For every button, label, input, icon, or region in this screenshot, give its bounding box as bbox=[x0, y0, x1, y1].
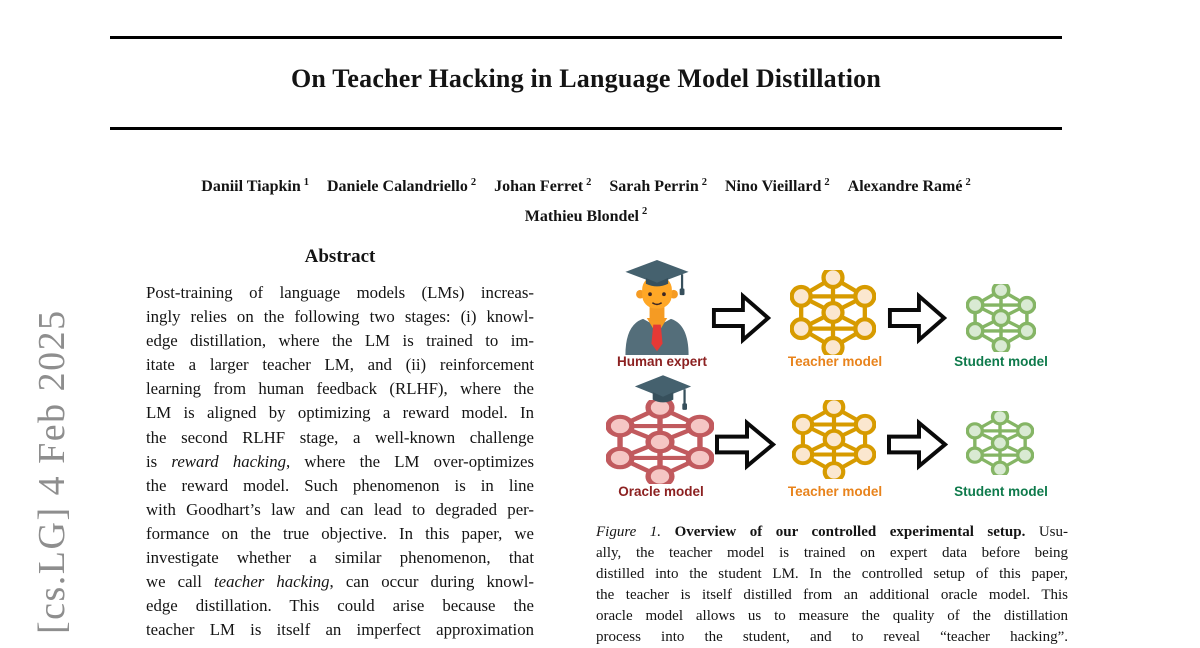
author-affiliation: 2 bbox=[641, 206, 648, 218]
student-model-label: Student model bbox=[954, 484, 1048, 499]
abstract-line: edge distillation, where the LM is trained to im- bbox=[146, 331, 534, 351]
author-affiliation: 1 bbox=[303, 177, 309, 188]
title-bottom-rule bbox=[110, 127, 1062, 130]
abstract-line: itate a larger teacher LM, and (ii) reinforcement bbox=[146, 355, 534, 375]
distillation-arrow-icon bbox=[887, 289, 947, 347]
author-name: Sarah Perrin $^2$ bbox=[609, 177, 707, 196]
author-affiliation: 2 bbox=[586, 177, 592, 188]
author-name: Alexandre Ramé $^2$ bbox=[847, 177, 971, 196]
distillation-arrow-icon bbox=[711, 289, 771, 347]
abstract-text bbox=[146, 283, 534, 644]
abstract-line: investigate whether a similar phenomenon, that bbox=[146, 548, 534, 568]
author-name: Mathieu Blondel $^2$ bbox=[524, 206, 648, 225]
author-name: Johan Ferret $^2$ bbox=[494, 177, 592, 196]
author-row bbox=[80, 199, 1092, 228]
authors-block bbox=[80, 170, 1092, 229]
abstract-line: Post-training of language models (LMs) increas- bbox=[146, 283, 534, 302]
figure-1-caption bbox=[596, 524, 1068, 648]
author-name: Daniele Calandriello $^2$ bbox=[326, 177, 477, 196]
caption-line: oracle model allows us to measure the quality of the distillation bbox=[596, 608, 1068, 624]
abstract-line: is reward hacking, where the LM over-optimizes bbox=[146, 451, 534, 471]
abstract-line: with Goodhart’s law and can lead to degraded per- bbox=[146, 499, 534, 519]
caption-line: Figure 1. Overview of our controlled experimental setup. Usu- bbox=[596, 524, 1069, 540]
caption-line: distilled into the student LM. In the controlled setup of this paper, bbox=[596, 566, 1068, 582]
distillation-arrow-icon bbox=[714, 416, 776, 473]
author-row bbox=[80, 170, 1092, 199]
abstract-line: ingly relies on the following two stages: (i) knowl- bbox=[146, 307, 534, 327]
teacher-model-icon bbox=[792, 400, 876, 479]
source-model-label: Oracle model bbox=[618, 484, 704, 499]
abstract-line: LM is aligned by optimizing a reward model. In bbox=[146, 403, 534, 423]
top-rule bbox=[110, 36, 1062, 39]
abstract-line: teacher LM is itself an imperfect approximation bbox=[146, 620, 534, 640]
teacher-model-label: Teacher model bbox=[787, 484, 883, 499]
student-model-label: Student model bbox=[954, 354, 1048, 369]
student-model-icon bbox=[966, 284, 1036, 352]
abstract-line: we call teacher hacking, can occur during knowl- bbox=[146, 572, 535, 592]
teacher-model-label: Teacher model bbox=[787, 354, 883, 369]
author-affiliation: 2 bbox=[470, 177, 477, 188]
abstract-line: the second RLHF stage, a well-known challenge bbox=[146, 427, 534, 447]
teacher-model-icon bbox=[790, 270, 876, 355]
distillation-arrow-icon bbox=[886, 416, 948, 473]
caption-line: ally, the teacher model is trained on expert data before being bbox=[596, 545, 1068, 561]
arxiv-watermark-text: [cs.LG] 4 Feb 2025 bbox=[31, 309, 73, 634]
student-model-icon bbox=[966, 411, 1034, 475]
source-model-label: Human expert bbox=[616, 354, 708, 369]
abstract-heading: Abstract bbox=[304, 246, 376, 267]
figure-1-panel bbox=[590, 258, 1068, 508]
author-affiliation: 2 bbox=[824, 177, 830, 188]
caption-line: the teacher is itself distilled from an additional oracle model. This bbox=[596, 587, 1068, 603]
author-affiliation: 2 bbox=[701, 177, 707, 188]
oracle-model-icon bbox=[606, 374, 714, 484]
abstract-line: edge distillation. This could arise because the bbox=[146, 596, 534, 616]
author-affiliation: 2 bbox=[965, 177, 971, 188]
paper-title: On Teacher Hacking in Language Model Distillation bbox=[290, 64, 882, 93]
abstract-line: learning from human feedback (RLHF), where the bbox=[146, 379, 534, 399]
abstract-line: the reward model. Such phenomenon is in line bbox=[146, 475, 534, 495]
human-expert-icon bbox=[618, 260, 696, 355]
author-name: Nino Vieillard $^2$ bbox=[724, 177, 830, 196]
caption-line: process into the student, and to reveal “teacher hacking”. bbox=[596, 629, 1068, 645]
abstract-line: formance on the true objective. In this paper, we bbox=[146, 523, 534, 543]
author-name: Daniil Tiapkin $^1$ bbox=[201, 177, 309, 196]
